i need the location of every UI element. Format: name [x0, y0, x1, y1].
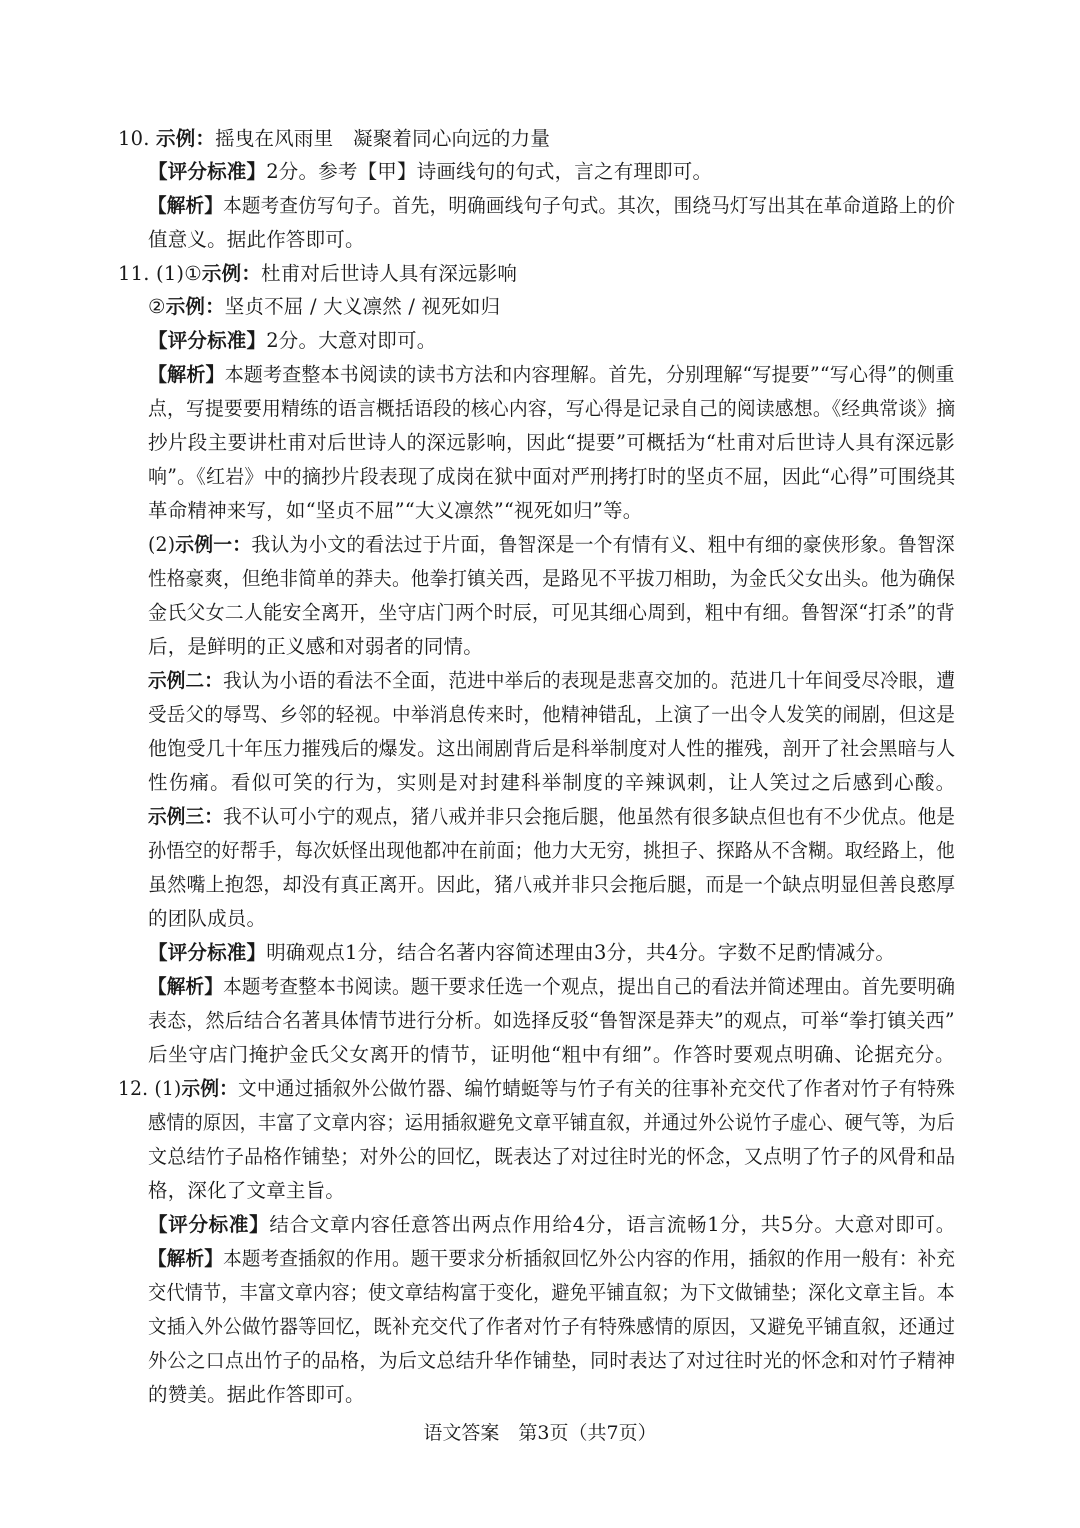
q11-analysis-1: 【解析】本题考查整本书阅读的读书方法和内容理解。首先，分别理解“写提要”“写心得”的侧重	[148, 363, 955, 386]
q10-example-line: 10. 示例：摇曳在风雨里 凝聚着同心向远的力量	[118, 127, 551, 150]
q11-2-example-2: 示例二：我认为小语的看法不全面，范进中举后的表现是悲喜交加的。范进几十年间受尽冷眼，遭	[148, 669, 956, 692]
q11-analysis-2-line: 后坐守店门掩护金氏父女离开的情节，证明他“粗中有细”。作答时要观点明确、论据充分。	[148, 1043, 956, 1066]
q10-analysis: 【解析】本题考查仿写句子。首先，明确画线句子句式。其次，围绕马灯写出其在革命道路上的价	[148, 194, 956, 217]
q12-criteria: 【评分标准】结合文章内容任意答出两点作用给4分，语言流畅1分，共5分。大意对即可。	[148, 1213, 956, 1236]
q11-2-example-2-line: 性伤痛。看似可笑的行为，实则是对封建科举制度的辛辣讽刺，让人笑过之后感到心酸。	[148, 771, 957, 794]
q12-analysis-line: 的赞美。据此作答即可。	[148, 1383, 365, 1406]
q11-1-example-1: 11. (1)①示例：杜甫对后世诗人具有深远影响	[118, 262, 518, 285]
q11-2-example-2-line: 他饱受几十年压力摧残后的爆发。这出闹剧背后是科举制度对人性的摧残，剖开了社会黑暗与人	[148, 737, 956, 760]
q11-2-example-1-line: 后，是鲜明的正义感和对弱者的同情。	[148, 635, 483, 658]
q11-2-example-3: 示例三：我不认可小宁的观点，猪八戒并非只会拖后腿，他虽然有很多缺点但也有不少优点。他是	[148, 805, 956, 828]
q11-2-example-3-line: 的团队成员。	[148, 907, 267, 930]
q11-2-example-3-line: 孙悟空的好帮手，每次妖怪出现他都冲在前面；他力大无穷，挑担子、探路从不含糊。取经路上，他	[148, 839, 955, 862]
q11-2-example-2-line: 受岳父的辱骂、乡邻的轻视。中举消息传来时，他精神错乱，上演了一出令人发笑的闹剧，但这是	[148, 703, 956, 726]
q12-analysis: 【解析】本题考查插叙的作用。题干要求分析插叙回忆外公内容的作用，插叙的作用一般有：补充	[148, 1247, 956, 1270]
q12-example-line: 感情的原因，丰富了文章内容；运用插叙避免文章平铺直叙，并通过外公说竹子虚心、硬气等，为后	[148, 1111, 955, 1134]
q11-analysis-1-line: 革命精神来写，如“坚贞不屈”“大义凛然”“视死如归”等。	[148, 499, 643, 522]
q11-1-example-2: ②示例：坚贞不屈 / 大义凛然 / 视死如归	[148, 295, 501, 318]
q11-analysis-2: 【解析】本题考查整本书阅读。题干要求任选一个观点，提出自己的看法并简述理由。首先要明确	[148, 975, 956, 998]
q12-analysis-line: 交代情节，丰富文章内容；使文章结构富于变化，避免平铺直叙；为下文做铺垫；深化文章主旨。本	[148, 1281, 955, 1304]
page-footer: 语文答案 第3页（共7页）	[423, 1422, 657, 1444]
q11-analysis-1-line: 点，写提要要用精练的语言概括语段的核心内容，写心得是记录自己的阅读感想。《经典常谈》摘	[148, 397, 956, 420]
q12-example-line: 文总结竹子品格作铺垫；对外公的回忆，既表达了对过往时光的怀念，又点明了竹子的风骨和品	[148, 1145, 956, 1168]
q11-criteria-1: 【评分标准】2分。大意对即可。	[148, 329, 437, 352]
q11-criteria-2: 【评分标准】明确观点1分，结合名著内容简述理由3分，共4分。字数不足酌情减分。	[148, 941, 896, 964]
q10-analysis-cont: 值意义。据此作答即可。	[148, 228, 365, 251]
q12-analysis-line: 外公之口点出竹子的品格，为后文总结升华作铺垫，同时表达了对过往时光的怀念和对竹子精神	[148, 1349, 956, 1372]
q12-analysis-line: 文插入外公做竹器等回忆，既补充交代了作者对竹子有特殊感情的原因，又避免平铺直叙，还通过	[148, 1315, 956, 1338]
q12-example-line: 格，深化了文章主旨。	[148, 1179, 346, 1202]
q11-analysis-2-line: 表态，然后结合名著具体情节进行分析。如选择反驳“鲁智深是莽夫”的观点，可举“拳打镇关西”	[148, 1009, 955, 1032]
q12-example: 12. (1)示例：文中通过插叙外公做竹器、编竹蜻蜓等与竹子有关的往事补充交代了作者对竹子有特殊	[118, 1077, 955, 1100]
q11-2-example-1: (2)示例一：我认为小文的看法过于片面，鲁智深是一个有情有义、粗中有细的豪侠形象。鲁智深	[148, 533, 955, 556]
q11-2-example-1-line: 金氏父女二人能安全离开，坐守店门两个时辰，可见其细心周到，粗中有细。鲁智深“打杀”的背	[148, 601, 956, 624]
q11-analysis-1-line: 响”。《红岩》中的摘抄片段表现了成岗在狱中面对严刑拷打时的坚贞不屈，因此“心得”可围绕其	[148, 465, 956, 488]
q11-analysis-1-line: 抄片段主要讲杜甫对后世诗人的深远影响，因此“提要”可概括为“杜甫对后世诗人具有深远影	[148, 431, 955, 454]
q11-2-example-1-line: 性格豪爽，但绝非简单的莽夫。他拳打镇关西，是路见不平拔刀相助，为金氏父女出头。他为确保	[148, 567, 956, 590]
q10-criteria: 【评分标准】2分。参考【甲】诗画线句的句式，言之有理即可。	[148, 160, 713, 183]
q11-2-example-3-line: 虽然嘴上抱怨，却没有真正离开。因此，猪八戒并非只会拖后腿，而是一个缺点明显但善良憨厚	[148, 873, 956, 896]
